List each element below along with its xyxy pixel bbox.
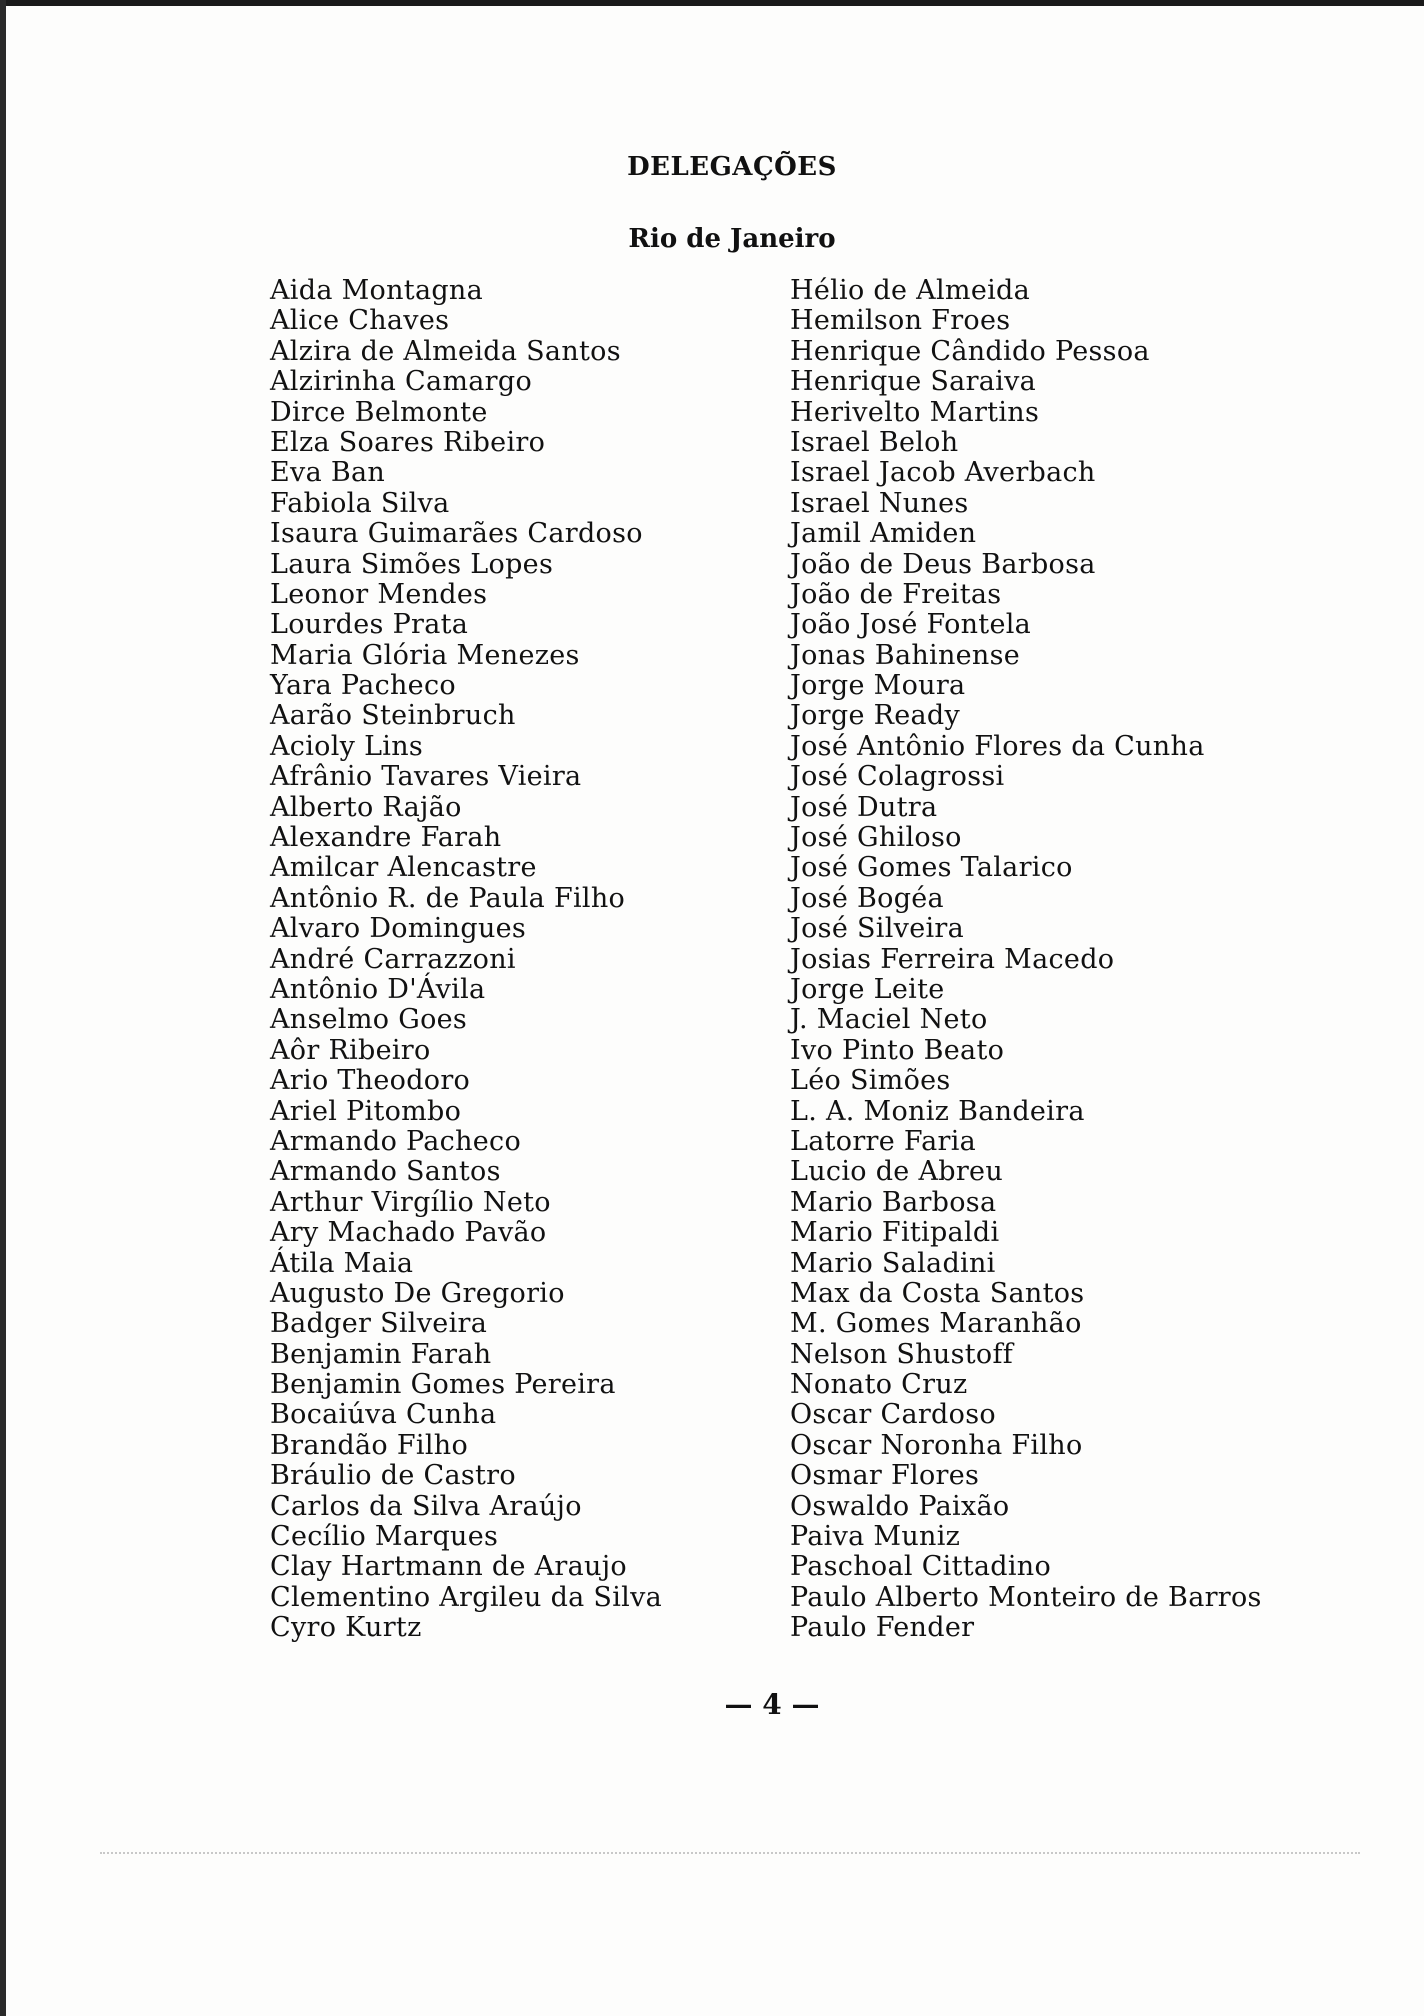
delegate-name: Bráulio de Castro [270,1460,516,1492]
delegate-name: João de Freitas [790,578,1002,610]
delegate-name: Ario Theodoro [270,1065,471,1097]
delegate-name: Lourdes Prata [270,609,469,641]
delegate-name: Amilcar Alencastre [270,852,537,884]
delegate-name: Paschoal Cittadino [790,1551,1052,1583]
delegate-name: Ariel Pitombo [270,1095,462,1127]
delegate-name: Paiva Muniz [790,1521,961,1553]
delegate-name: Alexandre Farah [270,822,502,854]
delegates-list-left [270,276,730,1644]
delegate-name: Henrique Cândido Pessoa [790,335,1150,367]
delegate-name: Acioly Lins [270,730,424,762]
delegate-name: Ivo Pinto Beato [790,1034,1005,1066]
delegate-name: M. Gomes Maranhão [790,1308,1082,1340]
delegate-name: José Silveira [790,913,965,945]
delegate-name: José Bogéa [790,882,944,914]
page-title: DELEGAÇÕES [627,152,837,182]
delegate-name: Afrânio Tavares Vieira [270,761,582,793]
page-number: — 4 — [724,1688,820,1721]
delegate-name: João José Fontela [790,609,1032,641]
delegates-list-right [790,276,1350,1644]
delegate-name: Hemilson Froes [790,305,1011,337]
delegate-name: Nonato Cruz [790,1369,968,1401]
delegate-name: Lucio de Abreu [790,1156,1004,1188]
delegate-name: Oscar Noronha Filho [790,1429,1083,1461]
delegate-name: Carlos da Silva Araújo [270,1490,582,1522]
delegate-name: Henrique Saraiva [790,366,1037,398]
delegate-name: Nelson Shustoff [790,1338,1014,1370]
delegate-name: Alzirinha Camargo [270,366,532,398]
delegate-name: Ary Machado Pavão [270,1217,547,1249]
delegate-name: J. Maciel Neto [790,1004,988,1036]
delegate-name: João de Deus Barbosa [790,548,1096,580]
delegate-name: Benjamin Gomes Pereira [270,1369,616,1401]
scan-edge-top [0,0,1424,6]
delegate-name: Alice Chaves [270,305,450,337]
delegate-name: Anselmo Goes [270,1004,468,1036]
delegate-name: Aôr Ribeiro [270,1034,431,1066]
delegate-name: Dirce Belmonte [270,396,488,428]
delegate-name: Badger Silveira [270,1308,488,1340]
delegate-name: Hélio de Almeida [790,275,1031,306]
delegate-name: Bocaiúva Cunha [270,1399,497,1431]
delegate-name: Oscar Cardoso [790,1399,996,1431]
delegate-name: Aida Montagna [270,275,484,306]
delegate-name: Israel Nunes [790,487,969,519]
delegate-name: Mario Barbosa [790,1186,997,1218]
delegate-name: Max da Costa Santos [790,1277,1085,1309]
delegate-name: Paulo Alberto Monteiro de Barros [790,1581,1262,1613]
delegate-name: Alberto Rajão [270,791,462,823]
delegate-name: Armando Santos [270,1156,501,1188]
delegate-name: Léo Simões [790,1065,951,1097]
delegate-name: Josias Ferreira Macedo [790,943,1115,975]
delegate-name: Jorge Leite [790,973,945,1005]
delegate-name: André Carrazzoni [270,943,516,975]
delegate-name: Herivelto Martins [790,396,1040,428]
delegate-name: Cyro Kurtz [270,1612,422,1644]
delegate-name: José Ghiloso [790,822,962,854]
delegate-name: Arthur Virgílio Neto [270,1186,551,1218]
delegate-name: Fabiola Silva [270,487,450,519]
delegate-name: Maria Glória Menezes [270,639,580,671]
delegate-name: Jonas Bahinense [790,639,1021,671]
delegate-name: Benjamin Farah [270,1338,492,1370]
delegate-name: Israel Beloh [790,426,959,458]
delegate-name: Jamil Amiden [790,518,977,550]
delegate-name: Eva Ban [270,457,386,489]
delegate-name: Clementino Argileu da Silva [270,1581,663,1613]
delegate-name: Augusto De Gregorio [270,1277,565,1309]
delegate-name: Israel Jacob Averbach [790,457,1096,489]
delegate-name: Isaura Guimarães Cardoso [270,518,643,550]
delegate-name: Oswaldo Paixão [790,1490,1010,1522]
delegate-name: Leonor Mendes [270,578,488,610]
delegate-name: L. A. Moniz Bandeira [790,1095,1085,1127]
delegate-name: Elza Soares Ribeiro [270,426,546,458]
delegate-name: Alzira de Almeida Santos [270,335,621,367]
delegate-name: Laura Simões Lopes [270,548,554,580]
delegate-name: Paulo Fender [790,1612,975,1644]
delegate-name: Cecílio Marques [270,1521,499,1553]
delegate-name: Aarão Steinbruch [270,700,516,732]
delegate-name: Jorge Moura [790,670,966,702]
delegate-name: Átila Maia [270,1247,414,1279]
delegate-name: Antônio D'Ávila [270,973,486,1005]
scan-noise-line [100,1852,1360,1854]
delegate-name: Jorge Ready [790,700,961,732]
delegate-name: José Antônio Flores da Cunha [790,730,1205,762]
delegate-name: José Dutra [790,791,938,823]
delegate-name: Clay Hartmann de Araujo [270,1551,627,1583]
delegate-name: Mario Saladini [790,1247,996,1279]
delegate-name: Mario Fitipaldi [790,1217,1000,1249]
delegate-name: Armando Pacheco [270,1125,522,1157]
delegate-name: Alvaro Domingues [270,913,527,945]
delegate-name: Osmar Flores [790,1460,980,1492]
delegate-name: Yara Pacheco [270,670,456,702]
delegate-name: José Gomes Talarico [790,852,1073,884]
delegate-name: Latorre Faria [790,1125,977,1157]
delegate-name: Antônio R. de Paula Filho [270,882,626,914]
delegate-name: José Colagrossi [790,761,1005,793]
delegate-name: Brandão Filho [270,1429,469,1461]
section-subtitle: Rio de Janeiro [628,224,836,254]
